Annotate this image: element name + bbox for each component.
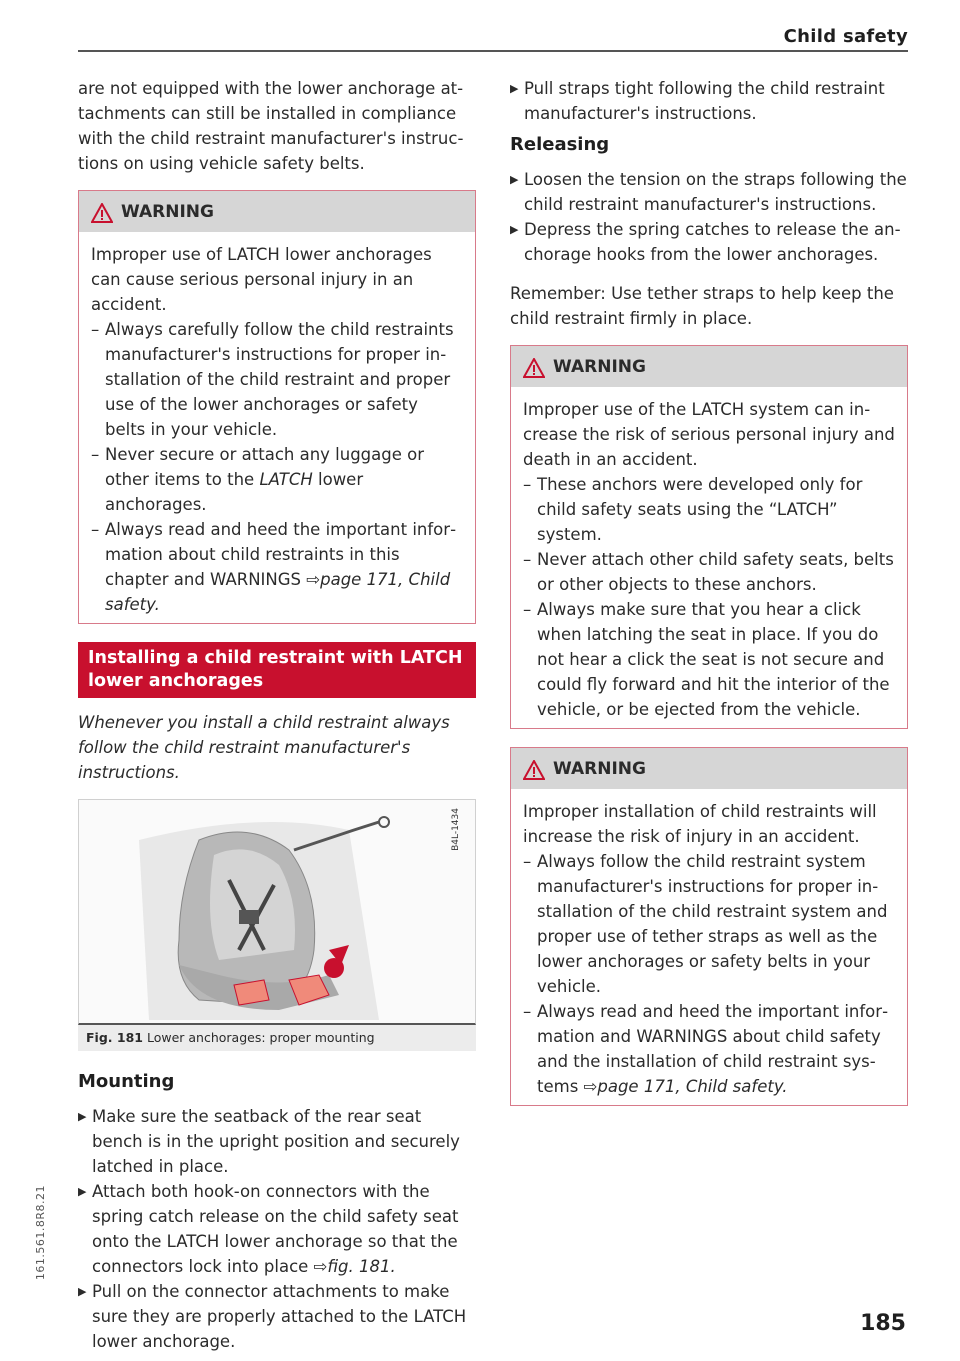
warning-body [79, 232, 475, 623]
xref-arrow: ⇨ [306, 570, 321, 589]
warning-item: – Never secure or attach any luggage or other items to the LATCH lower anchorages. [91, 445, 425, 514]
cross-reference-link[interactable]: fig. 181. [327, 1257, 396, 1276]
warning-text: Improper use of LATCH lower anchorages can cause serious personal injury in an accident. [91, 245, 432, 314]
releasing-heading: Releasing [510, 134, 610, 155]
warning-item: – Always make sure that you hear a click when latching the seat in place. If you do not hear a click the seat is not secure and could fly forward and hit the interior of the vehicle, or be ejected from the vehicle. [523, 600, 890, 719]
xref-arrow: ⇨ [313, 1257, 328, 1276]
figure-code: B4L-1434 [451, 808, 461, 851]
figure-child-seat-illustration [78, 799, 476, 1025]
warning-item: – Always carefully follow the child restraints manufacturer's instructions for proper installation of the child restraint and proper use of the lower anchorages or safety belts in your vehicle. [91, 320, 454, 439]
warning-header [511, 346, 907, 387]
figure-label: Fig. 181 [86, 1030, 143, 1045]
warning-body [511, 789, 907, 1105]
warning-body [511, 387, 907, 728]
document-side-code: 161.561.8R8.21 [34, 1185, 47, 1281]
warning-triangle-icon [523, 358, 545, 378]
warning-triangle-icon [523, 760, 545, 780]
header-rule [78, 50, 908, 52]
warning-box-latch-system [510, 345, 908, 729]
child-seat-illustration [79, 800, 475, 1024]
warning-item: – Never attach other child safety seats, belts or other objects to these anchors. [523, 550, 894, 594]
xref-arrow: ⇨ [583, 1077, 598, 1096]
page-number: 185 [860, 1311, 906, 1336]
warning-text: Improper use of the LATCH system can increase the risk of serious personal injury and death in an accident. [523, 400, 895, 469]
page-header-title: Child safety [783, 26, 908, 47]
warning-triangle-icon [91, 203, 113, 223]
instruction-step: ▶ Loosen the tension on the straps following the child restraint manufacturer's instructions. [510, 170, 907, 214]
right-column [510, 76, 908, 1124]
instruction-step: ▶ Attach both hook-on connectors with the spring catch release on the child safety seat onto the LATCH lower anchorage so that the connectors lock into place ⇨fig. 181. [78, 1182, 459, 1276]
instruction-step: ▶ Depress the spring catches to release the anchorage hooks from the lower anchorages. [510, 220, 901, 264]
left-column [78, 76, 476, 1354]
warning-box-installation [510, 747, 908, 1106]
warning-text: Improper installation of child restraints will increase the risk of injury in an accident. [523, 802, 877, 846]
figure-caption: Fig. 181 Lower anchorages: proper mounting [78, 1025, 476, 1051]
warning-box-latch-anchorages [78, 190, 476, 624]
section-intro: Whenever you install a child restraint always follow the child restraint manufacturer's instructions. [78, 713, 450, 782]
cross-reference-link[interactable]: page 171, Child safety. [597, 1077, 788, 1096]
warning-item: – Always read and heed the important information and WARNINGS about child safety and the installation of child restraint systems ⇨page 171, Child safety. [523, 1002, 889, 1096]
cross-reference-link[interactable]: page 171, Child safety. [105, 570, 451, 614]
warning-item: – Always follow the child restraint system manufacturer's instructions for proper installation of the child restraint system and proper use of tether straps as well as the lower anchorages or safety belts in your vehicle. [523, 852, 888, 996]
warning-item: – These anchors were developed only for child safety seats using the “LATCH” system. [523, 475, 863, 544]
warning-title: WARNING [121, 202, 214, 222]
instruction-step: ▶ Pull on the connector attachments to make sure they are properly attached to the LATCH lower anchorage. [78, 1282, 467, 1351]
instruction-step: ▶ Make sure the seatback of the rear seat bench is in the upright position and securely latched in place. [78, 1107, 460, 1176]
section-heading: Installing a child restraint with LATCH lower anchorages [78, 642, 476, 698]
warning-header [511, 748, 907, 789]
warning-title: WARNING [553, 759, 646, 779]
intro-paragraph: are not equipped with the lower anchorage attachments can still be installed in compliance with the child restraint manufacturer's instructions on using vehicle safety belts. [78, 79, 464, 173]
instruction-step: ▶ Pull straps tight following the child restraint manufacturer's instructions. [510, 79, 885, 123]
warning-item: – Always read and heed the important information about child restraints in this chapter and WARNINGS ⇨page 171, Child safety. [91, 520, 457, 614]
remember-note: Remember: Use tether straps to help keep the child restraint firmly in place. [510, 284, 894, 328]
warning-header [79, 191, 475, 232]
mounting-heading: Mounting [78, 1071, 175, 1092]
warning-title: WARNING [553, 357, 646, 377]
